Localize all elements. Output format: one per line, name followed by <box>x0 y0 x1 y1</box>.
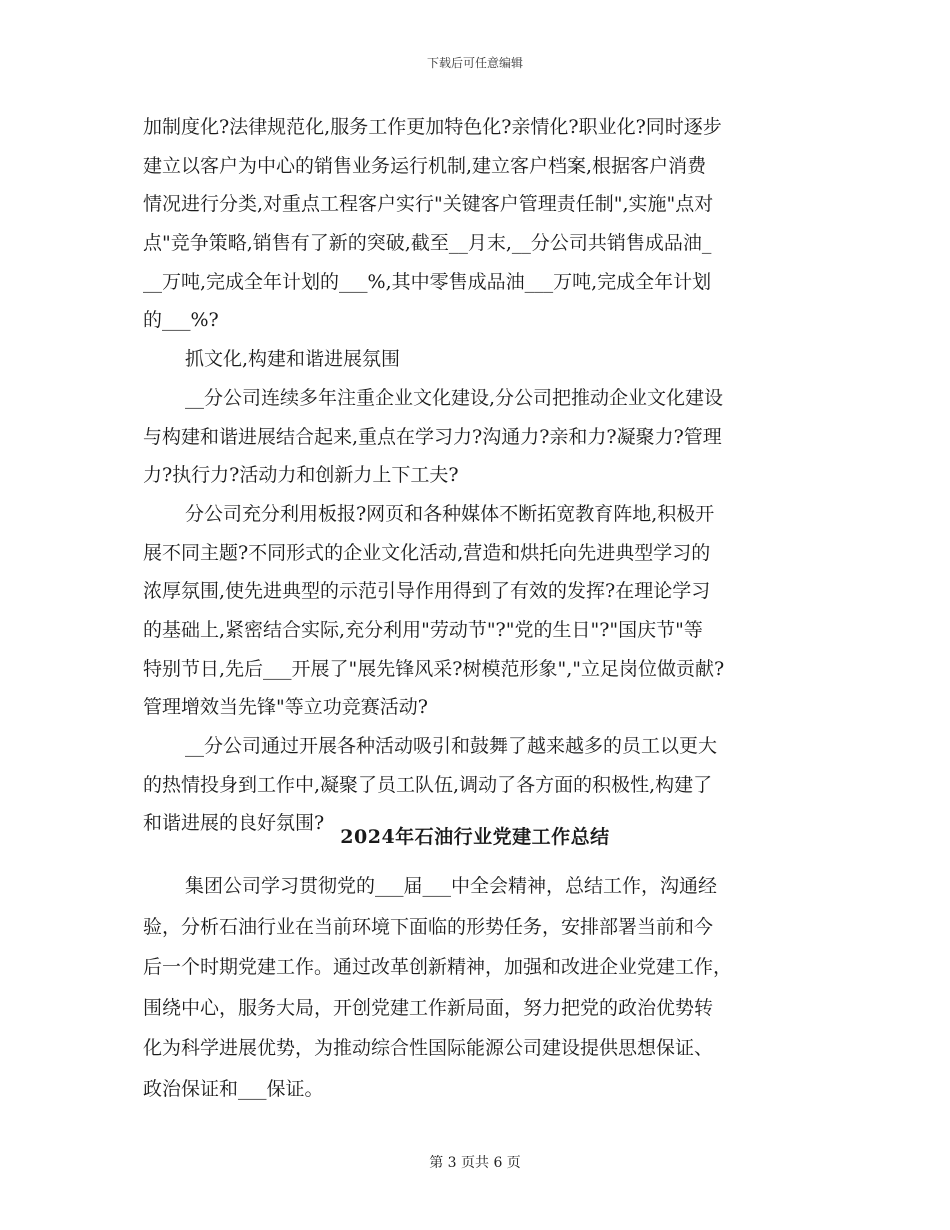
paragraph-party-building <box>143 866 813 1109</box>
text-line: 特别节日,先后___开展了"展先锋风采?树模范形象","立足岗位做贡献? <box>143 657 725 680</box>
text-line: 管理增效当先锋"等立功竞赛活动? <box>143 696 428 719</box>
text-line: 建立以客户为中心的销售业务运行机制,建立客户档案,根据客户消费 <box>143 154 707 177</box>
text-line: 验，分析石油行业在当前环境下面临的形势任务，安排部署当前和今 <box>143 915 714 938</box>
section-heading-culture: 抓文化,构建和谐进展氛围 <box>185 348 401 371</box>
text-line: 围绕中心，服务大局，开创党建工作新局面，努力把党的政治优势转 <box>143 996 714 1019</box>
text-line: 点"竞争策略,销售有了新的突破,截至__月末,__分公司共销售成品油_ <box>143 232 712 255</box>
text-line: 的热情投身到工作中,凝聚了员工队伍,调动了各方面的积极性,构建了 <box>143 773 713 796</box>
text-line: 和谐进展的良好氛围? <box>143 812 325 835</box>
text-line: 化为科学进展优势，为推动综合性国际能源公司建设提供思想保证、 <box>143 1037 714 1059</box>
text-line: 情况进行分类,对重点工程客户实行"关键客户管理责任制",实施"点对 <box>143 193 714 216</box>
text-line: __万吨,完成全年计划的___%,其中零售成品油___万吨,完成全年计划 <box>143 270 712 293</box>
paragraph-culture-activities <box>143 495 813 727</box>
page-header: 下载后可任意编辑 <box>426 56 523 70</box>
paragraph-culture-intro <box>143 379 813 495</box>
text-line: 的___%? <box>143 309 219 332</box>
text-line: 分公司充分利用板报?网页和各种媒体不断拓宽教育阵地,积极开 <box>185 502 715 525</box>
text-line: 加制度化?法律规范化,服务工作更加特色化?亲情化?职业化?同时逐步 <box>143 116 722 138</box>
document-title: 2024年石油行业党建工作总结 <box>340 826 610 848</box>
text-line: 展不同主题?不同形式的企业文化活动,营造和烘托向先进典型学习的 <box>143 541 711 564</box>
text-line: 浓厚氛围,使先进典型的示范引导作用得到了有效的发挥?在理论学习 <box>143 580 711 603</box>
text-line: __分公司连续多年注重企业文化建设,分公司把推动企业文化建设 <box>185 386 724 409</box>
paragraph-sales <box>143 108 813 340</box>
text-line: __分公司通过开展各种活动吸引和鼓舞了越来越多的员工以更大 <box>185 735 718 757</box>
text-line: 政治保证和___保证。 <box>143 1077 324 1100</box>
text-line: 的基础上,紧密结合实际,充分利用"劳动节"?"党的生日"?"国庆节"等 <box>143 618 703 641</box>
document-body <box>143 108 813 843</box>
page-number: 第 3 页共 6 页 <box>429 1155 521 1171</box>
text-line: 力?执行力?活动力和创新力上下工夫? <box>143 464 459 487</box>
text-line: 集团公司学习贯彻党的___届___中全会精神，总结工作，沟通经 <box>185 875 718 897</box>
text-line: 后一个时期党建工作。通过改革创新精神，加强和改进企业党建工作， <box>143 956 733 978</box>
text-line: 与构建和谐进展结合起来,重点在学习力?沟通力?亲和力?凝聚力?管理 <box>143 425 722 448</box>
